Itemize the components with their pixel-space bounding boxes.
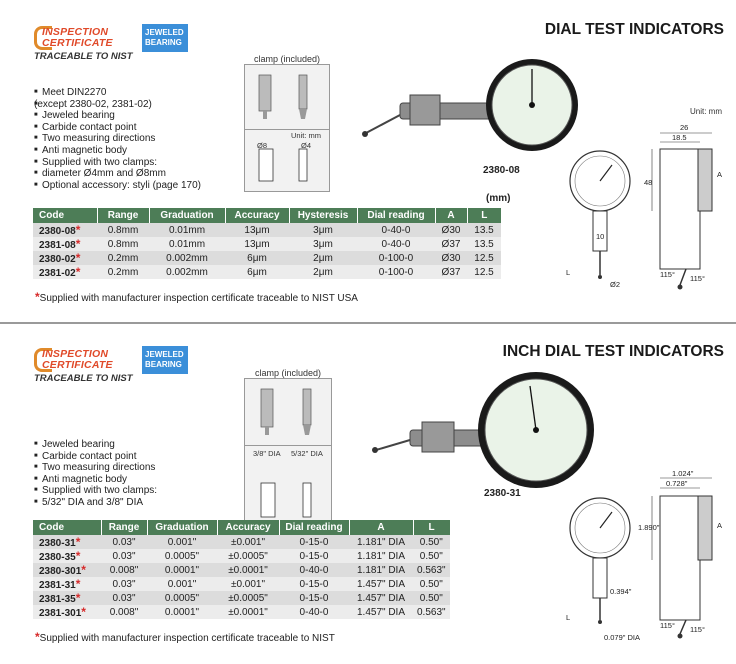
page-title: INCH DIAL TEST INDICATORS — [502, 343, 724, 360]
clamp-illustration — [244, 54, 330, 192]
dim-stem: 0.394" — [610, 587, 632, 596]
clamp-header: clamp (included) — [254, 368, 322, 378]
clamp-left-size: Ø8 — [257, 141, 268, 150]
table-cell: Ø37 — [435, 265, 467, 279]
feature-item: ■ Jeweled bearing — [34, 110, 201, 122]
code-cell: 2381-301* — [33, 605, 101, 619]
table-cell: 0.001" — [147, 535, 217, 549]
column-header: Graduation — [147, 520, 217, 535]
table-cell: 0-15-0 — [279, 549, 349, 563]
code-cell: 2380-02* — [33, 251, 97, 265]
table-cell: 0.8mm — [97, 223, 149, 237]
clamp-right-size: 5/32" DIA — [291, 449, 323, 458]
dim-angle-left: 115° — [660, 621, 675, 630]
code-cell: 2381-35* — [33, 591, 101, 605]
column-header: Code — [33, 208, 97, 223]
inspection-certificate-logo: INSPECTION CERTIFICATE TRACEABLE TO NIST — [34, 26, 133, 62]
spec-table — [33, 208, 501, 279]
feature-item: ■ Meet DIN2270 — [34, 87, 201, 99]
inch-section — [0, 322, 736, 664]
table-row — [33, 605, 450, 619]
table-header-row — [33, 208, 501, 223]
model-label: 2380-31 — [484, 488, 521, 499]
table-cell: 1.181" DIA — [349, 535, 413, 549]
table-cell: 13μm — [225, 237, 289, 251]
table-row — [33, 251, 501, 265]
table-cell: 0.001" — [147, 577, 217, 591]
table-cell: 0.002mm — [149, 251, 225, 265]
table-cell: 0.0001" — [147, 563, 217, 577]
dimension-unit: Unit: mm — [690, 107, 722, 116]
footnote: *Supplied with manufacturer inspection certificate traceable to NIST — [35, 630, 335, 644]
clamp-left-size: 3/8" DIA — [253, 449, 281, 458]
dim-stem: 10 — [596, 232, 605, 241]
table-cell: 0-40-0 — [279, 563, 349, 577]
code-cell: 2381-02* — [33, 265, 97, 279]
table-cell: ±0.001" — [217, 577, 279, 591]
footnote: *Supplied with manufacturer inspection certificate traceable to NIST USA — [35, 290, 358, 304]
dim-width: 26 — [680, 123, 689, 132]
table-cell: 1.181" DIA — [349, 549, 413, 563]
table-row — [33, 265, 501, 279]
table-cell: 0.03" — [101, 577, 147, 591]
table-cell: 0.008" — [101, 563, 147, 577]
table-cell: 1.181" DIA — [349, 563, 413, 577]
table-cell: 0.563" — [413, 605, 450, 619]
feature-list — [34, 439, 157, 509]
table-row — [33, 237, 501, 251]
spec-table — [33, 520, 450, 619]
indicator-photo — [360, 55, 580, 165]
table-row — [33, 223, 501, 237]
table-cell: 0.0001" — [147, 605, 217, 619]
table-cell: 13.5 — [467, 223, 501, 237]
dim-a: A — [717, 170, 723, 179]
feature-item-sub: ■ 5/32" DIA and 3/8" DIA — [34, 497, 157, 509]
dim-width: 1.024" — [672, 469, 694, 478]
table-cell: 3μm — [289, 223, 357, 237]
table-cell: 0.50" — [413, 591, 450, 605]
table-cell: 0-15-0 — [279, 535, 349, 549]
indicator-photo — [370, 370, 590, 510]
table-cell: 0-15-0 — [279, 591, 349, 605]
inspection-certificate-logo: INSPECTION CERTIFICATE TRACEABLE TO NIST — [34, 348, 133, 384]
table-cell: 0.50" — [413, 577, 450, 591]
table-cell: 0.01mm — [149, 237, 225, 251]
table-cell: 2μm — [289, 251, 357, 265]
feature-item: ■ Carbide contact point — [34, 122, 201, 134]
jeweled-bearing-badge: JEWELED BEARING — [142, 346, 188, 374]
column-header: Graduation — [149, 208, 225, 223]
table-cell: Ø30 — [435, 223, 467, 237]
feature-item: ■ Carbide contact point — [34, 451, 157, 463]
feature-item: ■ Two measuring directions — [34, 462, 157, 474]
table-row — [33, 549, 450, 563]
dim-l: L — [566, 613, 571, 622]
column-header: Range — [97, 208, 149, 223]
dim-a: A — [717, 521, 723, 530]
table-cell: ±0.0001" — [217, 563, 279, 577]
column-header: L — [467, 208, 501, 223]
feature-item: ■ Anti magnetic body — [34, 145, 201, 157]
table-cell: Ø37 — [435, 237, 467, 251]
feature-item: ■ Anti magnetic body — [34, 474, 157, 486]
dim-angle-left: 115° — [660, 270, 675, 279]
dim-height: 48 — [644, 178, 653, 187]
clamp-unit: Unit: mm — [291, 131, 321, 140]
column-header: Hysteresis — [289, 208, 357, 223]
table-header-row — [33, 520, 450, 535]
dim-height: 1.890" — [638, 523, 660, 532]
clamp-illustration — [244, 368, 332, 524]
code-cell: 2380-35* — [33, 549, 101, 563]
dim-angle-right: 115° — [690, 625, 705, 634]
column-header: Accuracy — [225, 208, 289, 223]
feature-item: ■ Supplied with two clamps: — [34, 157, 201, 169]
jeweled-bearing-badge: JEWELED BEARING — [142, 24, 188, 52]
code-cell: 2380-08* — [33, 223, 97, 237]
table-cell: ±0.0001" — [217, 605, 279, 619]
table-cell: 6μm — [225, 265, 289, 279]
table-cell: 0.03" — [101, 549, 147, 563]
table-cell: 13.5 — [467, 237, 501, 251]
feature-item: ■ Two measuring directions — [34, 133, 201, 145]
table-cell: 2μm — [289, 265, 357, 279]
column-header: A — [435, 208, 467, 223]
model-label: 2380-08 — [483, 165, 520, 176]
table-row — [33, 535, 450, 549]
table-cell: 0.563" — [413, 563, 450, 577]
column-header: Range — [101, 520, 147, 535]
feature-item: ■ Jeweled bearing — [34, 439, 157, 451]
table-cell: 0.008" — [101, 605, 147, 619]
table-cell: 0.03" — [101, 535, 147, 549]
table-cell: 0.2mm — [97, 265, 149, 279]
table-cell: 0-40-0 — [357, 223, 435, 237]
table-cell: 0.50" — [413, 549, 450, 563]
column-header: Dial reading — [357, 208, 435, 223]
table-row — [33, 577, 450, 591]
dim-tip: Ø2 — [610, 280, 621, 289]
table-cell: 1.457" DIA — [349, 577, 413, 591]
code-cell: 2381-31* — [33, 577, 101, 591]
table-cell: 0.03" — [101, 591, 147, 605]
table-cell: 0-100-0 — [357, 265, 435, 279]
table-cell: 0.002mm — [149, 265, 225, 279]
dim-angle-right: 115° — [690, 274, 705, 283]
table-cell: ±0.001" — [217, 535, 279, 549]
table-cell: 0-100-0 — [357, 251, 435, 265]
clamp-header: clamp (included) — [253, 54, 321, 64]
table-cell: 0.01mm — [149, 223, 225, 237]
table-cell: 1.457" DIA — [349, 605, 413, 619]
table-cell: 12.5 — [467, 265, 501, 279]
metric-section — [0, 0, 736, 322]
column-header: Dial reading — [279, 520, 349, 535]
dim-tip: 0.079" DIA — [604, 633, 641, 642]
column-header: Accuracy — [217, 520, 279, 535]
table-cell: 1.457" DIA — [349, 591, 413, 605]
column-header: L — [413, 520, 450, 535]
feature-item: ■ Supplied with two clamps: — [34, 485, 157, 497]
table-cell: 0.8mm — [97, 237, 149, 251]
table-cell: 0.50" — [413, 535, 450, 549]
clamp-right-size: Ø4 — [301, 141, 312, 150]
column-header: A — [349, 520, 413, 535]
table-cell: 0-15-0 — [279, 577, 349, 591]
page-title: DIAL TEST INDICATORS — [544, 21, 724, 38]
table-row — [33, 591, 450, 605]
dimension-drawing — [560, 115, 723, 295]
table-row — [33, 563, 450, 577]
code-cell: 2381-08* — [33, 237, 97, 251]
table-cell: 0.2mm — [97, 251, 149, 265]
table-cell: 13μm — [225, 223, 289, 237]
table-cell: 12.5 — [467, 251, 501, 265]
table-cell: Ø30 — [435, 251, 467, 265]
code-cell: 2380-301* — [33, 563, 101, 577]
dim-body-width: 0.728" — [666, 479, 688, 488]
feature-item-sub: ■ diameter Ø4mm and Ø8mm — [34, 168, 201, 180]
dimension-drawing — [560, 470, 730, 650]
feature-item: ■ Optional accessory: styli (page 170) — [34, 180, 201, 192]
table-cell: 0.0005" — [147, 549, 217, 563]
table-cell: ±0.0005" — [217, 591, 279, 605]
table-cell: ±0.0005" — [217, 549, 279, 563]
feature-item-sub: ■ (except 2380-02, 2381-02) — [34, 99, 201, 111]
column-header: Code — [33, 520, 101, 535]
table-cell: 3μm — [289, 237, 357, 251]
table-unit: (mm) — [486, 193, 511, 204]
dim-l: L — [566, 268, 571, 277]
table-cell: 0-40-0 — [357, 237, 435, 251]
dim-body-width: 18.5 — [672, 133, 687, 142]
feature-list — [34, 87, 201, 191]
code-cell: 2380-31* — [33, 535, 101, 549]
table-cell: 6μm — [225, 251, 289, 265]
table-cell: 0-40-0 — [279, 605, 349, 619]
table-cell: 0.0005" — [147, 591, 217, 605]
